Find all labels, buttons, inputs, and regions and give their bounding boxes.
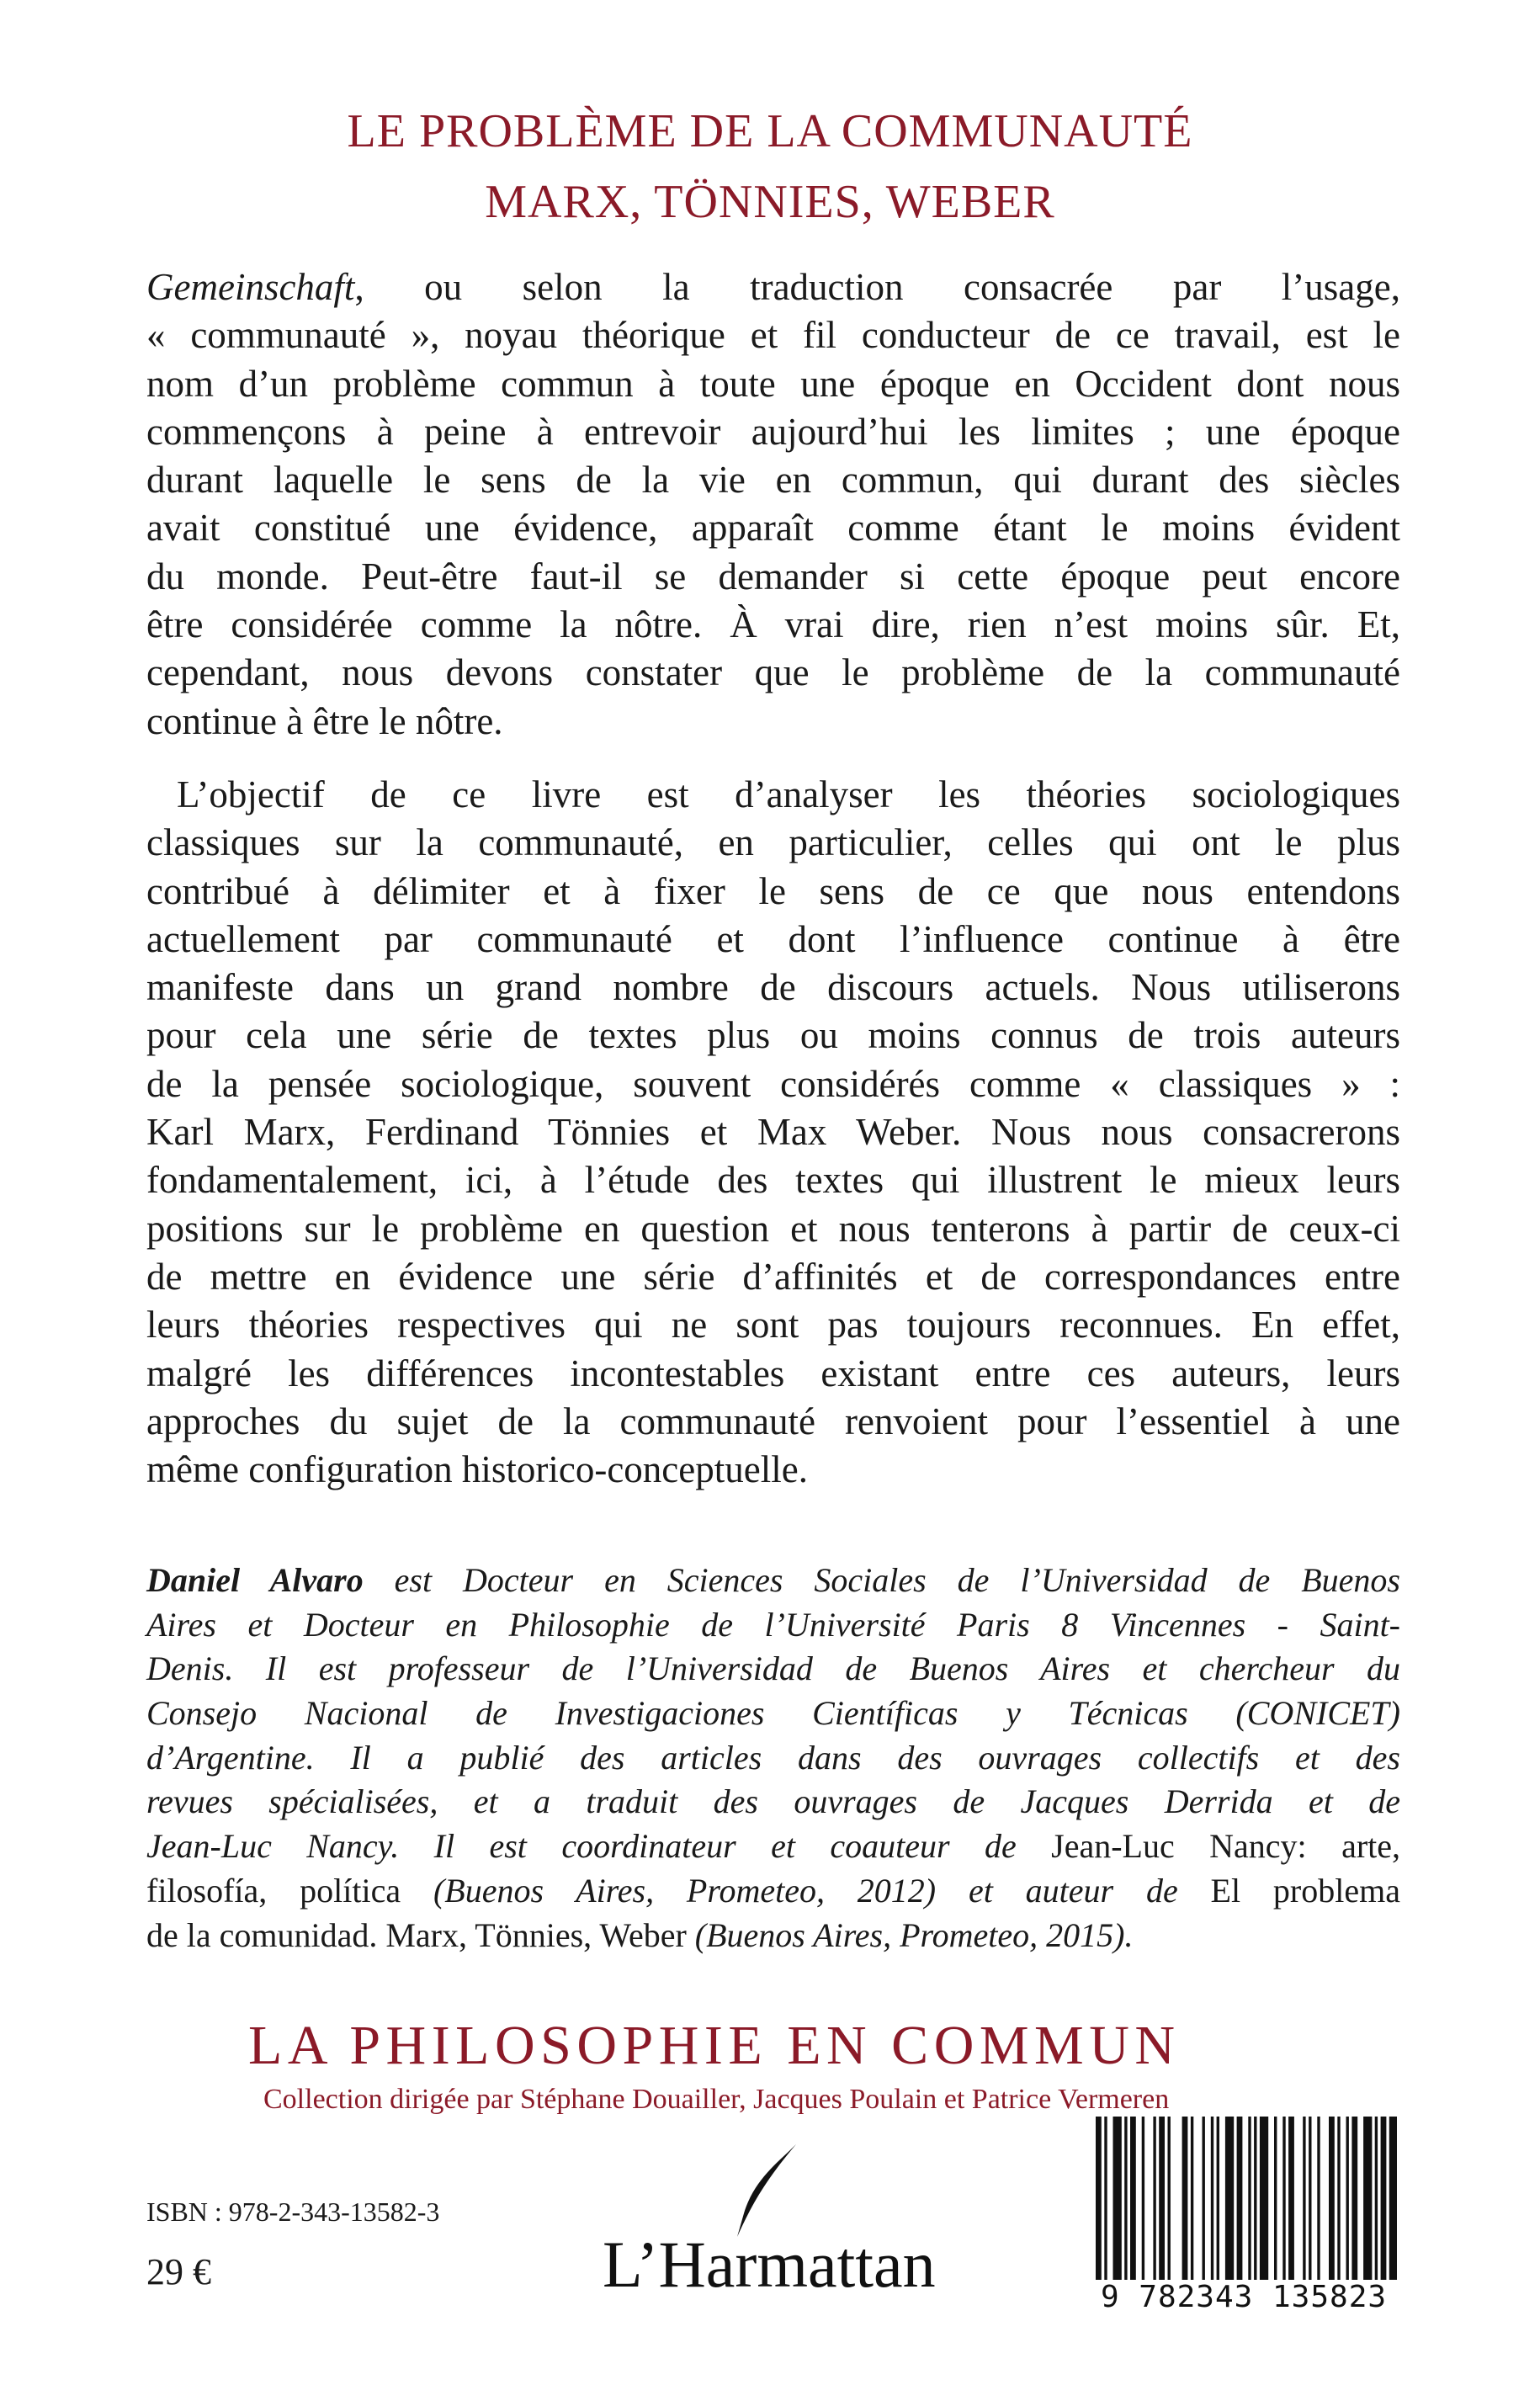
paragraph-line: avait constitué une évidence, apparaît comme étant le moins évident (146, 507, 1400, 550)
bio-line (146, 1869, 1400, 1914)
barcode-icon (1091, 2117, 1397, 2285)
paragraph-line: de mettre en évidence une série d’affinités et de correspondances entre (146, 1255, 1400, 1298)
author-name: Daniel Alvaro (146, 1561, 364, 1599)
paragraph-line: classiques sur la communauté, en particulier, celles qui ont le plus (146, 821, 1400, 864)
quill-icon (704, 2138, 805, 2239)
price: 29 € (146, 2251, 211, 2292)
bio-line (146, 1559, 1400, 1603)
paragraph-line: de la pensée sociologique, souvent considérés comme « classiques » : (146, 1062, 1400, 1105)
book-title-line-1: LE PROBLÈME DE LA COMMUNAUTÉ (347, 105, 1193, 157)
book-reference: de la comunidad. Marx, Tönnies, Weber (146, 1915, 687, 1954)
paragraph-line: même configuration historico-conceptuelle. (146, 1448, 808, 1491)
paragraph-line: nom d’un problème commun à toute une époque en Occident dont nous (146, 362, 1400, 405)
series-directors: Collection dirigée par Stéphane Douailler, Jacques Poulain et Patrice Vermeren (263, 2084, 1170, 2115)
bio-text: est Docteur en Sciences Sociales de l’Universidad de Buenos (363, 1561, 1400, 1599)
bio-line: Aires et Docteur en Philosophie de l’Université Paris 8 Vincennes - Saint- (146, 1605, 1400, 1644)
publisher-name: L’Harmattan (603, 2228, 936, 2301)
bio-text: Jean-Luc Nancy. Il est coordinateur et coauteur de (146, 1827, 1052, 1866)
paragraph-line: être considérée comme la nôtre. À vrai dire, rien n’est moins sûr. Et, (146, 603, 1400, 646)
bio-line: revues spécialisées, et a traduit des ouvrages de Jacques Derrida et de (146, 1782, 1400, 1821)
bio-line (146, 1825, 1400, 1869)
book-reference: Jean-Luc Nancy: arte, (1051, 1827, 1401, 1866)
paragraph-line: durant laquelle le sens de la vie en commun, qui durant des siècles (146, 459, 1400, 502)
paragraph-line: approches du sujet de la communauté renvoient pour l’essentiel à une (146, 1400, 1400, 1442)
paragraph-line: malgré les différences incontestables existant entre ces auteurs, leurs (146, 1352, 1400, 1394)
publisher-logo (603, 2138, 956, 2301)
paragraph-line-text: , ou selon la traduction consacrée par l’usage, (354, 266, 1400, 308)
bio-text: (Buenos Aires, Prometeo, 2015). (686, 1915, 1134, 1954)
paragraph-line: manifeste dans un grand nombre de discours actuels. Nous utiliserons (146, 966, 1400, 1009)
isbn: ISBN : 978-2-343-13582-3 (146, 2196, 440, 2227)
series-name: LA PHILOSOPHIE EN COMMUN (248, 2015, 1181, 2076)
book-reference: El problema (1210, 1871, 1400, 1910)
paragraph-line: commençons à peine à entrevoir aujourd’hui les limites ; une époque (146, 410, 1400, 453)
paragraph-line (146, 263, 1400, 311)
paragraph-line: « communauté », noyau théorique et fil conducteur de ce travail, est le (146, 314, 1400, 357)
barcode-number: 9 782343 135823 (1091, 2280, 1397, 2314)
paragraph-line: continue à être le nôtre. (146, 699, 503, 742)
isbn-barcode (1091, 2117, 1397, 2319)
bio-line: Consejo Nacional de Investigaciones Científicas y Técnicas (CONICET) (146, 1694, 1400, 1733)
paragraph-line: positions sur le problème en question et nous tenterons à partir de ceux-ci (146, 1207, 1400, 1250)
paragraph-line: leurs théories respectives qui ne sont pas toujours reconnues. En effet, (146, 1304, 1400, 1347)
paragraph-line: du monde. Peut-être faut-il se demander si cette époque peut encore (146, 555, 1400, 598)
paragraph-line: contribué à délimiter et à fixer le sens de ce que nous entendons (146, 869, 1400, 912)
author-bio (146, 1559, 1400, 1957)
paragraph-line: pour cela une série de textes plus ou moins connus de trois auteurs (146, 1014, 1400, 1057)
bio-line (146, 1914, 1400, 1958)
paragraph-line: fondamentalement, ici, à l’étude des textes qui illustrent le mieux leurs (146, 1159, 1400, 1202)
bio-text: (Buenos Aires, Prometeo, 2012) et auteur de (401, 1871, 1211, 1910)
paragraph-line: cependant, nous devons constater que le problème de la communauté (146, 651, 1400, 694)
italic-term: Gemeinschaft (146, 266, 355, 308)
summary-paragraph-2 (146, 771, 1400, 1494)
book-reference: filosofía, política (146, 1871, 401, 1910)
book-title-line-2: MARX, TÖNNIES, WEBER (485, 176, 1055, 228)
summary-paragraph-1 (146, 263, 1400, 746)
paragraph-line: Karl Marx, Ferdinand Tönnies et Max Weber. Nous nous consacrerons (146, 1111, 1400, 1154)
bio-line: Denis. Il est professeur de l’Universidad de Buenos Aires et chercheur du (146, 1649, 1400, 1688)
bio-line: d’Argentine. Il a publié des articles dans des ouvrages collectifs et des (146, 1738, 1400, 1777)
paragraph-line: actuellement par communauté et dont l’influence continue à être (146, 917, 1400, 960)
paragraph-line: L’objectif de ce livre est d’analyser les théories sociologiques (177, 773, 1400, 815)
